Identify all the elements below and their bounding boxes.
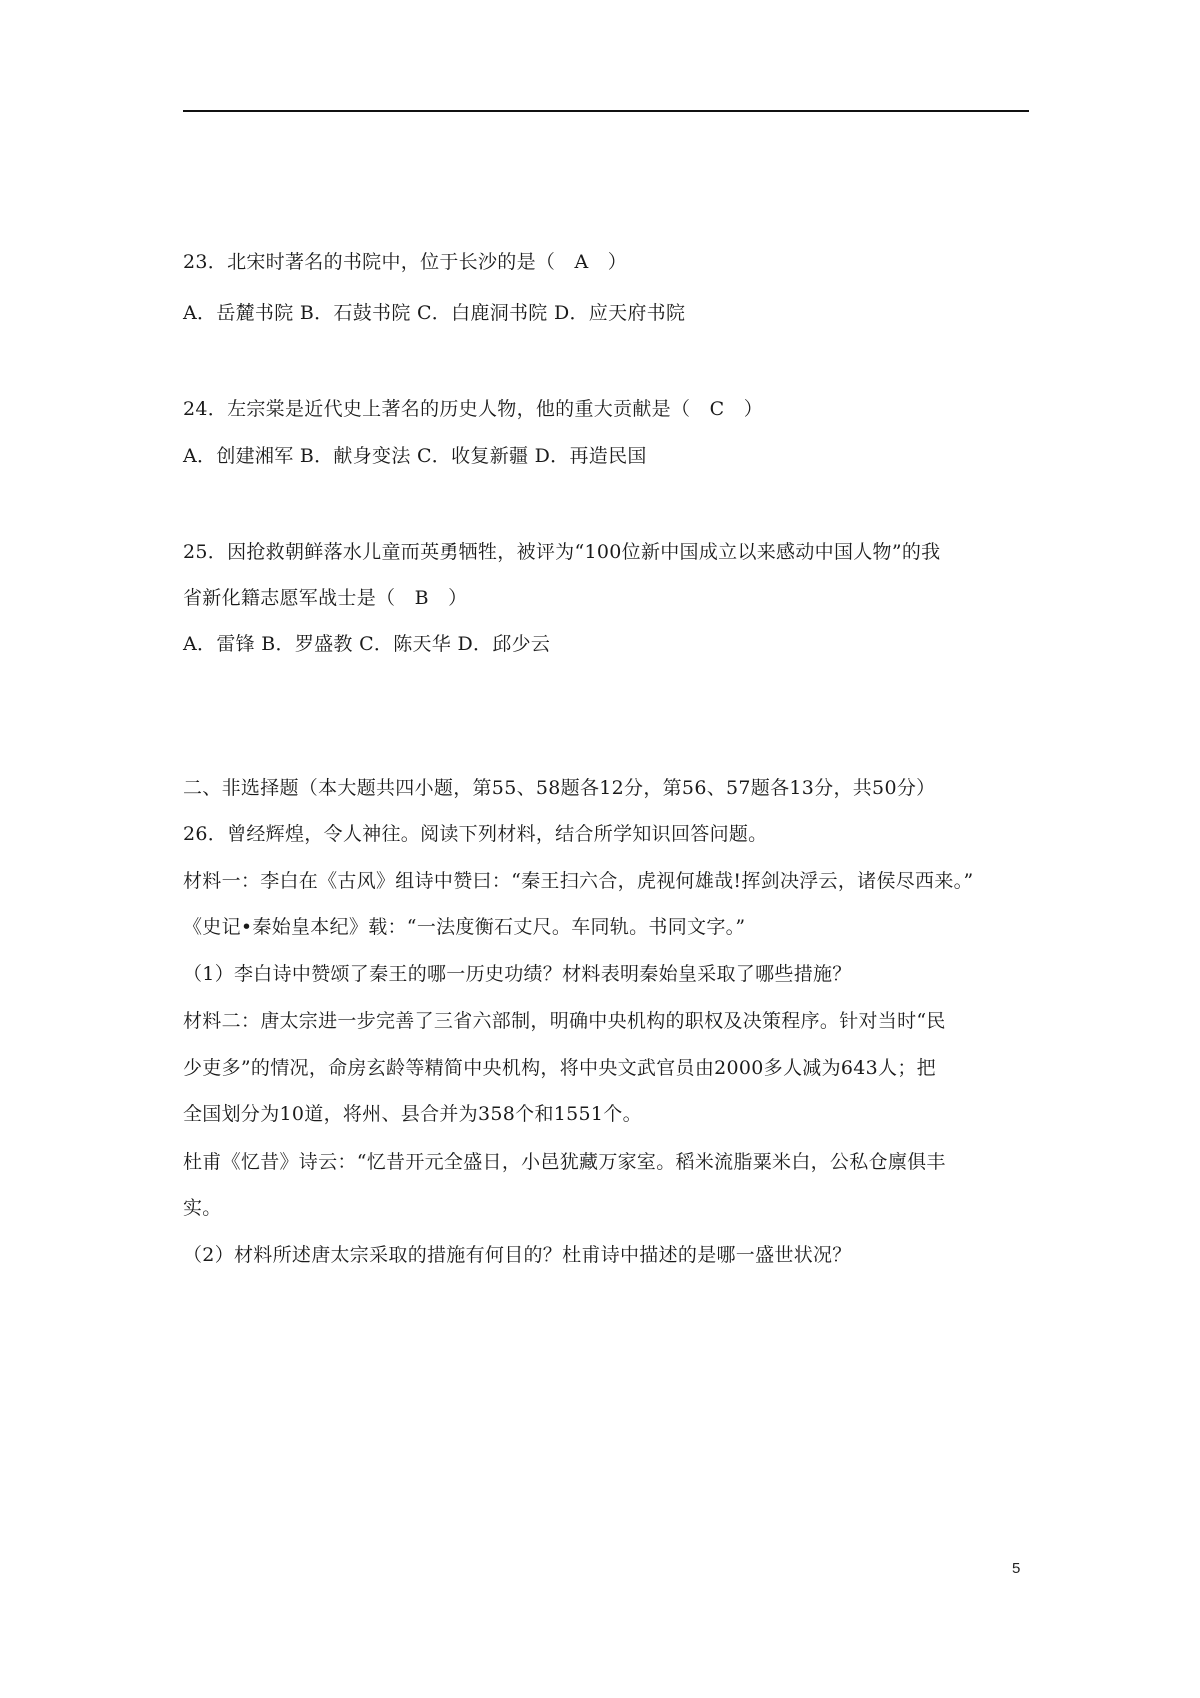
material-2-line-1: 材料二：唐太宗进一步完善了三省六部制，明确中央机构的职权及决策程序。针对当时“民: [183, 1010, 946, 1032]
material-2-line-5: 实。: [183, 1197, 222, 1219]
material-2-line-4: 杜甫《忆昔》诗云：“忆昔开元全盛日，小邑犹藏万家室。稻米流脂粟米白，公私仓廪俱丰: [183, 1151, 946, 1173]
question-26-intro: 26．曾经辉煌，令人神往。阅读下列材料，结合所学知识回答问题。: [183, 823, 768, 845]
question-24-options: A．创建湘军 B．献身变法 C．收复新疆 D．再造民国: [183, 445, 647, 467]
material-1-line-1: 材料一：李白在《古风》组诗中赞曰：“秦王扫六合，虎视何雄哉!挥剑决浮云，诸侯尽西来。”: [183, 870, 974, 892]
material-2-line-3: 全国划分为10道，将州、县合并为358个和1551个。: [183, 1103, 642, 1125]
question-25-options: A．雷锋 B．罗盛教 C．陈天华 D．邱少云: [183, 633, 551, 655]
question-25-stem-line1: 25．因抢救朝鲜落水儿童而英勇牺牲，被评为“100位新中国成立以来感动中国人物”的我: [183, 541, 941, 563]
question-23-options: A．岳麓书院 B．石鼓书院 C．白鹿洞书院 D．应天府书院: [183, 302, 686, 324]
sub-question-2: （2）材料所述唐太宗采取的措施有何目的？杜甫诗中描述的是哪一盛世状况？: [183, 1244, 852, 1266]
header-rule: [183, 110, 1029, 112]
material-1-line-2: 《史记•秦始皇本纪》载：“一法度衡石丈尺。车同轨。书同文字。”: [183, 916, 746, 938]
question-23-stem: 23．北宋时著名的书院中，位于长沙的是（ A ）: [183, 251, 628, 273]
material-2-line-2: 少吏多”的情况，命房玄龄等精简中央机构，将中央文武官员由2000多人减为643人；把: [183, 1057, 936, 1079]
question-25-stem-line2: 省新化籍志愿军战士是（ B ）: [183, 587, 468, 609]
question-24-stem: 24．左宗棠是近代史上著名的历史人物，他的重大贡献是（ C ）: [183, 398, 764, 420]
sub-question-1: （1）李白诗中赞颂了秦王的哪一历史功绩？材料表明秦始皇采取了哪些措施？: [183, 963, 852, 985]
section-2-heading: 二、非选择题（本大题共四小题，第55、58题各12分，第56、57题各13分，共50分）: [183, 777, 936, 799]
page-number: 5: [1012, 1560, 1021, 1577]
